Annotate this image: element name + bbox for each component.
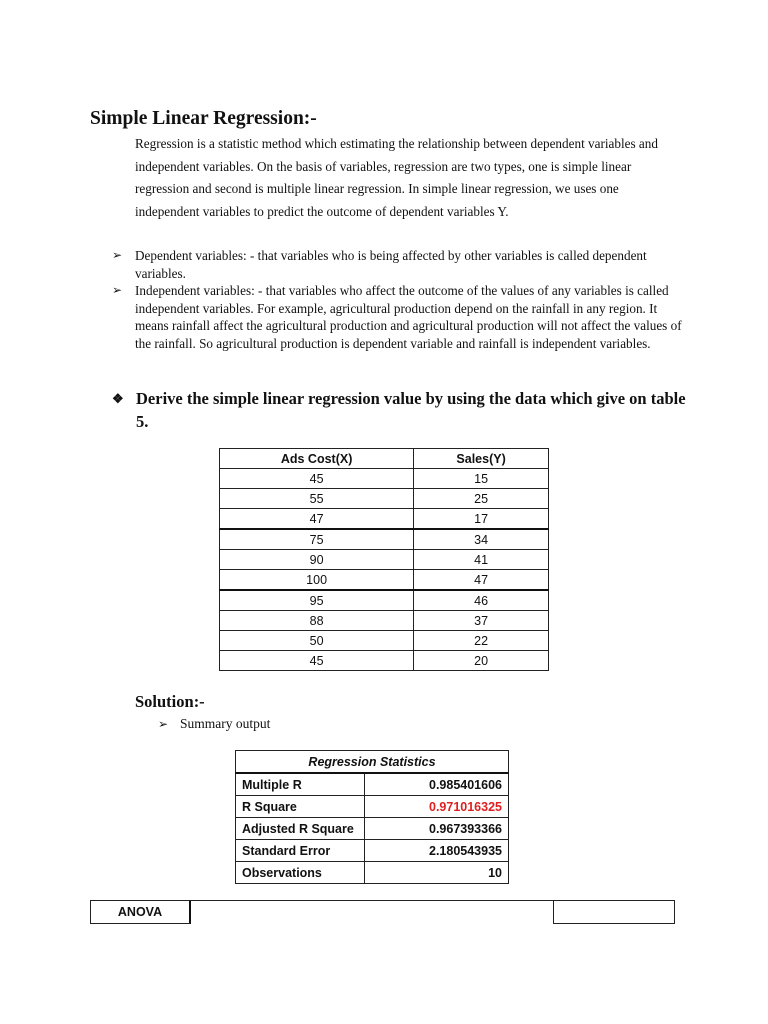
stat-label: Standard Error (236, 840, 365, 862)
stat-row (236, 796, 509, 818)
cell-y: 15 (414, 469, 549, 489)
bullet-item-dependent (112, 247, 682, 282)
cell-x: 95 (220, 590, 414, 611)
arrow-bullet-icon: ➢ (112, 283, 123, 297)
bullet-text: Independent variables: - that variables who affect the outcome of the values of any variables is called independent variables. For example, agricultural production depend on the rainfall in any region. It means rainfall affect the agricultural production and agricultural production will not affect the values of the rainfall. So agricultural production is dependent variable and rainfall is independent variables. (135, 283, 682, 351)
table-row (220, 469, 549, 489)
header-ads-cost: Ads Cost(X) (220, 449, 414, 469)
header-sales: Sales(Y) (414, 449, 549, 469)
page-title: Simple Linear Regression:- (90, 108, 317, 129)
bullet-list-independent (112, 282, 682, 352)
cell-x: 100 (220, 570, 414, 591)
stat-row (236, 773, 509, 796)
regression-header-row (236, 751, 509, 774)
stat-label: Multiple R (236, 773, 365, 796)
cell-y: 20 (414, 651, 549, 671)
task-text: Derive the simple linear regression value by using the data which give on table 5. (136, 389, 686, 431)
intro-paragraph: Regression is a statistic method which estimating the relationship between dependent variables and independent variables. On the basis of variables, regression are two types, one is simple linear regression and second is multiple linear regression. In simple linear regression, we uses one independent variables to predict the outcome of dependent variables Y. (135, 136, 658, 219)
bullet-item-independent (112, 282, 682, 352)
table-row (220, 529, 549, 550)
arrow-bullet-icon: ➢ (112, 248, 123, 262)
stat-label: Adjusted R Square (236, 818, 365, 840)
table-header-row (220, 449, 549, 469)
stat-row (236, 818, 509, 840)
cell-y: 34 (414, 529, 549, 550)
anova-empty-cell (553, 900, 675, 924)
cell-y: 25 (414, 489, 549, 509)
cell-x: 50 (220, 631, 414, 651)
cell-y: 47 (414, 570, 549, 591)
cell-x: 47 (220, 509, 414, 530)
data-table (219, 448, 549, 671)
regression-header: Regression Statistics (236, 751, 509, 774)
stat-value: 2.180543935 (365, 840, 509, 862)
cell-y: 37 (414, 611, 549, 631)
stat-label: R Square (236, 796, 365, 818)
arrow-bullet-icon: ➢ (158, 717, 169, 731)
table-row (220, 590, 549, 611)
cell-x: 88 (220, 611, 414, 631)
table-row (220, 550, 549, 570)
table-row (220, 509, 549, 530)
cell-y: 22 (414, 631, 549, 651)
cell-y: 41 (414, 550, 549, 570)
stat-value-highlighted: 0.971016325 (365, 796, 509, 818)
stat-value: 0.967393366 (365, 818, 509, 840)
solution-heading: Solution:- (135, 692, 205, 711)
table-row (220, 631, 549, 651)
cell-y: 46 (414, 590, 549, 611)
regression-statistics-table (235, 750, 509, 884)
stat-row (236, 840, 509, 862)
bullet-text: Dependent variables: - that variables who is being affected by other variables is called dependent variables. (135, 248, 647, 281)
cell-x: 90 (220, 550, 414, 570)
table-row (220, 611, 549, 631)
table-row (220, 489, 549, 509)
anova-label: ANOVA (90, 900, 191, 924)
anova-table-top-border (190, 900, 553, 901)
summary-output-item (158, 716, 270, 732)
summary-output-label: Summary output (180, 716, 271, 731)
diamond-bullet-icon: ❖ (112, 391, 124, 406)
cell-x: 45 (220, 469, 414, 489)
cell-x: 75 (220, 529, 414, 550)
stat-value: 10 (365, 862, 509, 884)
cell-x: 45 (220, 651, 414, 671)
cell-y: 17 (414, 509, 549, 530)
cell-x: 55 (220, 489, 414, 509)
stat-label: Observations (236, 862, 365, 884)
table-row (220, 651, 549, 671)
table-row (220, 570, 549, 591)
stat-value: 0.985401606 (365, 773, 509, 796)
task-heading (112, 387, 692, 433)
stat-row (236, 862, 509, 884)
bullet-list-dependent (112, 247, 682, 282)
